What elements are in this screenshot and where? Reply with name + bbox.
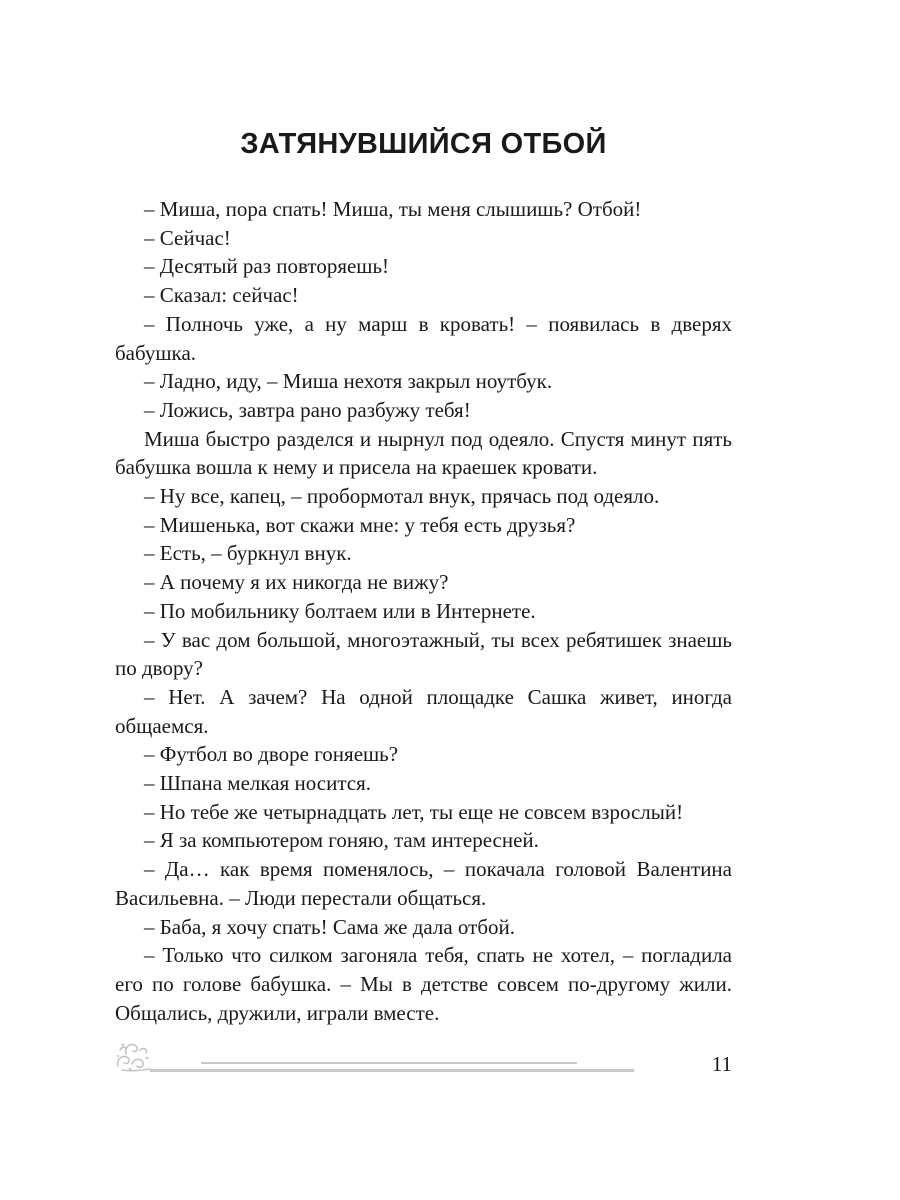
paragraph: – Нет. А зачем? На одной площадке Сашка живет, иногда общаемся. [115, 684, 732, 738]
paragraph: – У вас дом большой, многоэтажный, ты всех ребятишек знаешь по двору? [115, 627, 732, 681]
paragraph: Миша быстро разделся и нырнул под одеяло. Спустя минут пять бабушка вошла к нему и присела на краешек кровати. [115, 426, 732, 480]
paragraph: – Сказал: сейчас! [144, 283, 299, 308]
paragraph: – Полночь уже, а ну марш в кровать! – появилась в дверях бабушка. [115, 311, 732, 365]
chapter-text [115, 195, 732, 1027]
paragraph: – Шпана мелкая носится. [144, 771, 371, 796]
paragraph: – Сейчас! [144, 225, 231, 250]
floral-ornament-icon [112, 1036, 154, 1074]
paragraph: – Ладно, иду, – Миша нехотя закрыл ноутбук. [144, 369, 553, 394]
chapter-title: ЗАТЯНУВШИЙСЯ ОТБОЙ [240, 128, 607, 160]
paragraph: – Футбол во дворе гоняешь? [144, 742, 399, 767]
paragraph: – Ну все, капец, – пробормотал внук, прячась под одеяло. [144, 484, 660, 509]
paragraph: – Десятый раз повторяешь! [144, 254, 390, 279]
footer-rule-short [201, 1062, 577, 1064]
page-number: 11 [711, 1052, 732, 1076]
paragraph: – Да… как время поменялось, – покачала головой Валентина Васильевна. – Люди перестали общаться. [115, 857, 732, 910]
paragraph: – А почему я их никогда не вижу? [144, 570, 449, 595]
paragraph: – Но тебе же четырнадцать лет, ты еще не совсем взрослый! [144, 799, 684, 824]
paragraph: – Миша, пора спать! Миша, ты меня слышишь? Отбой! [144, 197, 642, 221]
paragraph: – По мобильнику болтаем или в Интернете. [144, 598, 536, 623]
paragraph: – Баба, я хочу спать! Сама же дала отбой. [144, 914, 516, 939]
paragraph: – Только что силком загоняла тебя, спать не хотел, – погладила его по голове бабушка. – Мы в детстве совсем по-другому жили. Общались, дружили, играли вместе. [115, 943, 732, 1025]
paragraph: – Я за компьютером гоняю, там интересней. [144, 828, 539, 853]
footer-rule-long [150, 1069, 634, 1072]
paragraph: – Есть, – буркнул внук. [144, 541, 352, 566]
paragraph: – Ложись, завтра рано разбужу тебя! [144, 397, 471, 422]
paragraph: – Мишенька, вот скажи мне: у тебя есть друзья? [144, 512, 576, 537]
